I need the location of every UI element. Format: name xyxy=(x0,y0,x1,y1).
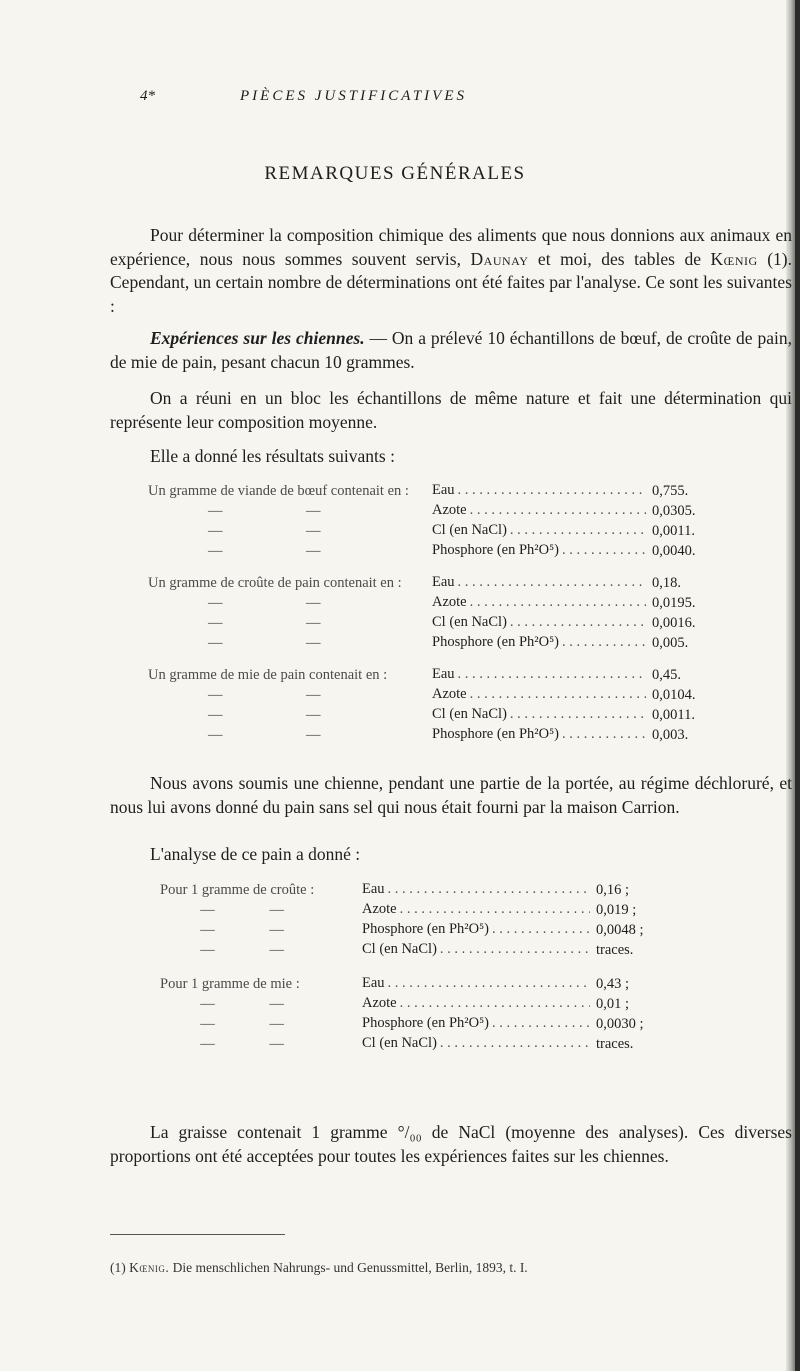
table-item xyxy=(428,541,646,561)
table-row xyxy=(160,1034,676,1054)
section-title: REMARQUES GÉNÉRALES xyxy=(264,163,526,184)
ditto-dash: — xyxy=(269,1015,285,1032)
table-item xyxy=(428,613,646,633)
ditto-dash: — xyxy=(207,542,223,559)
item-value: traces. xyxy=(596,1035,634,1052)
ditto-dash: — xyxy=(305,614,321,631)
item-name: Cl (en NaCl) xyxy=(432,522,507,538)
dash-column xyxy=(160,900,358,920)
table-row xyxy=(148,705,732,725)
ditto-dash: — xyxy=(305,634,321,651)
item-value: 0,0048 ; xyxy=(596,921,644,938)
leader-dots xyxy=(470,594,646,612)
leader-dots xyxy=(510,706,646,724)
item-name: Azote xyxy=(432,594,467,610)
item-name: Eau xyxy=(432,574,455,590)
dash-column xyxy=(160,1034,358,1054)
table-item xyxy=(428,685,646,705)
group-label: Un gramme de croûte de pain contenait en : xyxy=(148,574,402,591)
experiments-heading: Expériences sur les chiennes. xyxy=(150,328,365,348)
ditto-dash: — xyxy=(269,1035,285,1052)
table-item xyxy=(428,501,646,521)
item-name: Phosphore (en Ph²O⁵) xyxy=(362,1015,490,1031)
ditto-dash: — xyxy=(207,726,223,743)
leader-dots xyxy=(400,901,590,919)
group-spacer xyxy=(148,561,732,573)
table-item xyxy=(358,1034,590,1054)
ditto-dash: — xyxy=(207,502,223,519)
ditto-dash: — xyxy=(269,941,285,958)
leader-dots xyxy=(510,522,646,540)
ditto-dash: — xyxy=(207,706,223,723)
table-row xyxy=(160,900,676,920)
table-row xyxy=(148,633,732,653)
leader-dots xyxy=(440,941,590,959)
table-item xyxy=(358,920,590,940)
table-item xyxy=(428,633,646,653)
ditto-dash: — xyxy=(269,921,285,938)
item-name: Cl (en NaCl) xyxy=(362,1035,437,1051)
table-row xyxy=(148,481,732,501)
table-row xyxy=(148,541,732,561)
author-name-daunay: Daunay xyxy=(470,248,529,269)
resultats-paragraph: Elle a donné les résultats suivants : xyxy=(150,446,395,466)
ditto-dash: — xyxy=(305,726,321,743)
leader-dots xyxy=(492,1015,590,1033)
table-row xyxy=(148,685,732,705)
running-header xyxy=(0,88,800,108)
item-name: Phosphore (en Ph²O⁵) xyxy=(432,542,560,558)
leader-dots xyxy=(400,995,590,1013)
ditto-dash: — xyxy=(200,921,215,938)
group-spacer xyxy=(148,653,732,665)
leader-dots xyxy=(470,502,646,520)
ditto-dash: — xyxy=(305,706,321,723)
table-row xyxy=(148,573,732,593)
leader-dots xyxy=(562,542,646,560)
footnote-author: Kœnig. xyxy=(129,1260,170,1275)
table-item xyxy=(358,974,590,994)
footnote-divider xyxy=(110,1234,285,1235)
intro-text-2: et moi, des tables de xyxy=(528,248,711,269)
table-row xyxy=(148,665,732,685)
intro-paragraph xyxy=(110,224,792,318)
leader-dots xyxy=(562,726,646,744)
item-name: Eau xyxy=(432,482,455,498)
table-row xyxy=(148,501,732,521)
dash-column xyxy=(148,593,428,613)
item-value: 0,0011. xyxy=(652,706,695,723)
table-item xyxy=(358,994,590,1014)
group-label: Pour 1 gramme de croûte : xyxy=(160,881,315,898)
dash-column xyxy=(148,541,428,561)
ditto-dash: — xyxy=(269,901,285,918)
item-name: Azote xyxy=(362,901,397,917)
ditto-dash: — xyxy=(305,594,321,611)
ditto-dash: — xyxy=(207,614,223,631)
table-row xyxy=(148,521,732,541)
footnote xyxy=(110,1260,528,1276)
table-row xyxy=(160,994,676,1014)
leader-dots xyxy=(470,686,646,704)
table-item xyxy=(428,573,646,593)
item-value: 0,0040. xyxy=(652,542,696,559)
ditto-dash: — xyxy=(200,901,215,918)
table-row xyxy=(160,1014,676,1034)
running-title: PIÈCES JUSTIFICATIVES xyxy=(240,88,467,104)
graisse-paragraph: La graisse contenait 1 gramme °/₀₀ de NaCl (moyenne des analyses). Ces diverses proportions ont été acceptées pour toutes les expériences faites sur les chiennes. xyxy=(110,1122,792,1166)
group-label: Un gramme de viande de bœuf contenait en : xyxy=(148,482,409,499)
group-label: Un gramme de mie de pain contenait en : xyxy=(148,666,388,683)
ditto-dash: — xyxy=(200,941,215,958)
table-item xyxy=(428,593,646,613)
table-row xyxy=(160,880,676,900)
group-label: Pour 1 gramme de mie : xyxy=(160,975,300,992)
composition-table-1 xyxy=(148,481,732,745)
ditto-dash: — xyxy=(269,995,285,1012)
dash-column xyxy=(148,725,428,745)
item-value: traces. xyxy=(596,941,634,958)
table-row xyxy=(160,940,676,960)
dash-column xyxy=(160,994,358,1014)
table-item xyxy=(358,940,590,960)
item-value: 0,45. xyxy=(652,666,681,683)
intro-text-1: Pour déterminer la composition chimique des aliments que nous donnions aux animaux en expérience, nous nous sommes souvent servis, xyxy=(110,225,792,269)
table-row xyxy=(148,725,732,745)
leader-dots xyxy=(388,975,590,993)
item-name: Cl (en NaCl) xyxy=(432,614,507,630)
dash-column xyxy=(148,521,428,541)
item-name: Cl (en NaCl) xyxy=(362,941,437,957)
ditto-dash: — xyxy=(200,1015,215,1032)
leader-dots xyxy=(562,634,646,652)
footnote-text: Die menschlichen Nahrungs- und Genussmittel, Berlin, 1893, t. I. xyxy=(169,1260,528,1275)
item-name: Azote xyxy=(432,502,467,518)
item-value: 0,005. xyxy=(652,634,689,651)
leader-dots xyxy=(510,614,646,632)
table-item xyxy=(358,880,590,900)
dash-column xyxy=(148,705,428,725)
dash-column xyxy=(160,920,358,940)
item-name: Phosphore (en Ph²O⁵) xyxy=(432,634,560,650)
dash-column xyxy=(160,940,358,960)
dash-column xyxy=(148,633,428,653)
table-row xyxy=(160,974,676,994)
leader-dots xyxy=(458,666,646,684)
composition-table-2 xyxy=(160,880,676,1054)
author-name-koenig: Kœnig xyxy=(710,248,758,269)
item-value: 0,16 ; xyxy=(596,881,630,898)
ditto-dash: — xyxy=(305,502,321,519)
ditto-dash: — xyxy=(207,634,223,651)
item-value: 0,43 ; xyxy=(596,975,630,992)
dash-column xyxy=(148,613,428,633)
leader-dots xyxy=(458,482,646,500)
experiments-text: — On a prélevé 10 échantillons de bœuf, de croûte de pain, de mie de pain, pesant chacun 10 grammes. xyxy=(110,328,792,372)
item-value: 0,0016. xyxy=(652,614,696,631)
ditto-dash: — xyxy=(305,686,321,703)
group-spacer xyxy=(160,960,676,974)
table-item xyxy=(358,1014,590,1034)
item-value: 0,0305. xyxy=(652,502,696,519)
item-name: Azote xyxy=(362,995,397,1011)
item-value: 0,003. xyxy=(652,726,689,743)
intro-text-3: (1). Cependant, un certain nombre de déterminations ont été faites par l'analyse. Ce sont les suivantes : xyxy=(110,248,792,316)
ditto-dash: — xyxy=(305,542,321,559)
item-name: Phosphore (en Ph²O⁵) xyxy=(362,921,490,937)
table-item xyxy=(428,521,646,541)
item-value: 0,0011. xyxy=(652,522,695,539)
page-number: 4* xyxy=(140,88,155,104)
ditto-dash: — xyxy=(200,995,215,1012)
analyse-paragraph: L'analyse de ce pain a donné : xyxy=(150,844,361,864)
table-row xyxy=(160,920,676,940)
item-name: Eau xyxy=(362,881,385,897)
ditto-dash: — xyxy=(207,594,223,611)
dash-column xyxy=(148,685,428,705)
item-name: Eau xyxy=(432,666,455,682)
table-item xyxy=(428,481,646,501)
leader-dots xyxy=(388,881,590,899)
footnote-marker: (1) xyxy=(110,1260,130,1275)
leader-dots xyxy=(440,1035,590,1053)
item-name: Cl (en NaCl) xyxy=(432,706,507,722)
ditto-dash: — xyxy=(305,522,321,539)
ditto-dash: — xyxy=(207,686,223,703)
item-name: Phosphore (en Ph²O⁵) xyxy=(432,726,560,742)
table-item xyxy=(428,705,646,725)
item-value: 0,0195. xyxy=(652,594,696,611)
leader-dots xyxy=(458,574,646,592)
item-value: 0,18. xyxy=(652,574,681,591)
item-name: Eau xyxy=(362,975,385,991)
table-item xyxy=(358,900,590,920)
leader-dots xyxy=(492,921,590,939)
item-name: Azote xyxy=(432,686,467,702)
table-item xyxy=(428,665,646,685)
item-value: 0,01 ; xyxy=(596,995,630,1012)
reuni-paragraph: On a réuni en un bloc les échantillons de même nature et fait une détermination qui représente leur composition moyenne. xyxy=(110,388,792,432)
experiments-paragraph xyxy=(110,327,792,374)
table-item xyxy=(428,725,646,745)
book-binding-edge xyxy=(795,0,800,1371)
item-value: 0,019 ; xyxy=(596,901,637,918)
item-value: 0,0030 ; xyxy=(596,1015,644,1032)
chienne-paragraph: Nous avons soumis une chienne, pendant une partie de la portée, au régime déchloruré, et nous lui avons donné du pain sans sel qui nous était fourni par la maison Carrion. xyxy=(110,773,792,817)
item-value: 0,755. xyxy=(652,482,689,499)
table-row xyxy=(148,613,732,633)
table-row xyxy=(148,593,732,613)
dash-column xyxy=(148,501,428,521)
dash-column xyxy=(160,1014,358,1034)
ditto-dash: — xyxy=(207,522,223,539)
ditto-dash: — xyxy=(200,1035,215,1052)
item-value: 0,0104. xyxy=(652,686,696,703)
